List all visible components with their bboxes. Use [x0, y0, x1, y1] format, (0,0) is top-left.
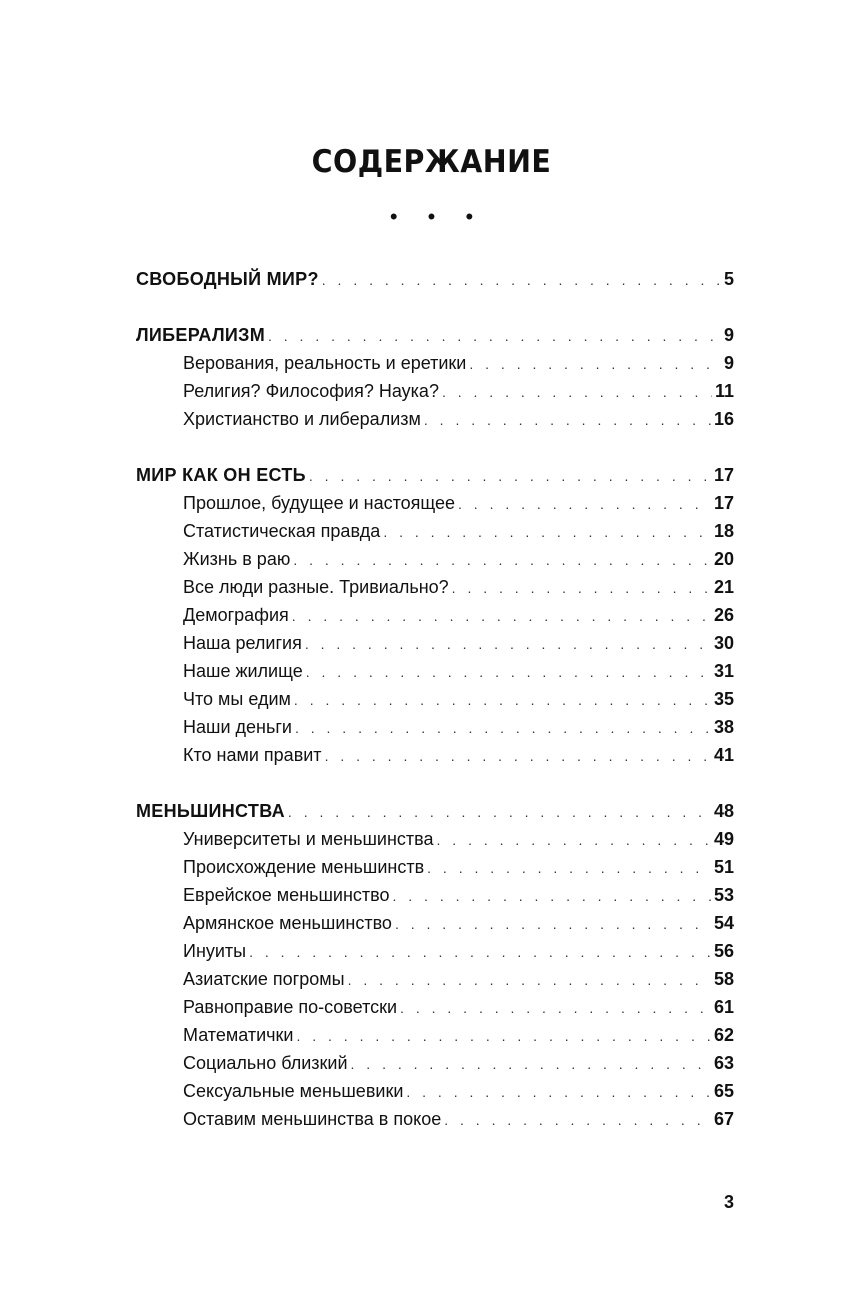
toc-page-number: 61	[713, 997, 734, 1017]
toc-entry-title: Жизнь в раю	[183, 549, 291, 569]
dot-leader	[294, 686, 711, 714]
toc-subsection-row	[136, 881, 734, 909]
toc-subsection-row	[136, 545, 734, 573]
dot-leader	[437, 826, 711, 854]
toc-entry-title: Все люди разные. Тривиально?	[183, 577, 449, 597]
toc-entry-title: Христианство и либерализм	[183, 409, 421, 429]
toc-page-number: 56	[713, 941, 734, 961]
toc-subsection-row	[136, 909, 734, 937]
dot-leader	[306, 658, 711, 686]
toc-page-number: 54	[713, 913, 734, 933]
dot-leader	[406, 1078, 711, 1106]
toc-entry-title: Университеты и меньшинства	[183, 829, 434, 849]
toc-subsection-row	[136, 685, 734, 713]
toc-page-number: 31	[713, 661, 734, 681]
toc-entry-title: МИР КАК ОН ЕСТЬ	[136, 465, 306, 485]
toc-subsection-row	[136, 377, 734, 405]
toc-section	[136, 321, 734, 433]
toc-chapter-row	[136, 265, 734, 293]
dot-leader	[249, 938, 711, 966]
toc-entry-title: Азиатские погромы	[183, 969, 345, 989]
toc-subsection-row	[136, 489, 734, 517]
toc-subsection-row	[136, 713, 734, 741]
toc-page-number: 26	[713, 605, 734, 625]
toc-page-number: 9	[723, 325, 734, 345]
toc-page-number: 17	[713, 493, 734, 513]
toc-page-number: 48	[713, 801, 734, 821]
toc-entry-title: Религия? Философия? Наука?	[183, 381, 439, 401]
toc-page-number: 67	[713, 1109, 734, 1129]
toc-entry-title: Наша религия	[183, 633, 302, 653]
toc-page-number: 16	[713, 409, 734, 429]
dot-leader	[325, 742, 711, 770]
dot-leader	[268, 322, 721, 350]
toc-entry-title: Кто нами правит	[183, 745, 322, 765]
toc-page-number: 17	[713, 465, 734, 485]
ornament-dots: • • •	[389, 204, 486, 229]
dot-leader	[288, 798, 711, 826]
toc-entry-title: Наши деньги	[183, 717, 292, 737]
toc-page-number: 41	[713, 745, 734, 765]
dot-leader	[400, 994, 711, 1022]
toc-entry-title: Сексуальные меньшевики	[183, 1081, 404, 1101]
dot-leader	[293, 546, 711, 574]
toc-entry-title: Армянское меньшинство	[183, 913, 392, 933]
toc-subsection-row	[136, 573, 734, 601]
toc-subsection-row	[136, 825, 734, 853]
toc-page-number: 53	[713, 885, 734, 905]
toc-subsection-row	[136, 1105, 734, 1133]
toc-entry-title: СВОБОДНЫЙ МИР?	[136, 269, 319, 289]
toc-page-number: 18	[713, 521, 734, 541]
toc-section	[136, 461, 734, 769]
toc-page-number: 58	[713, 969, 734, 989]
dot-leader	[383, 518, 711, 546]
toc-section	[136, 797, 734, 1133]
toc-subsection-row	[136, 993, 734, 1021]
toc-page-number: 5	[723, 269, 734, 289]
page-number: 3	[723, 1192, 734, 1212]
toc-page-number: 35	[713, 689, 734, 709]
toc-subsection-row	[136, 1049, 734, 1077]
dot-leader	[427, 854, 711, 882]
toc-chapter-row	[136, 797, 734, 825]
toc-entry-title: Еврейское меньшинство	[183, 885, 390, 905]
toc-subsection-row	[136, 601, 734, 629]
toc-entry-title: Оставим меньшинства в покое	[183, 1109, 442, 1129]
toc-entry-title: ЛИБЕРАЛИЗМ	[136, 325, 265, 345]
toc-entry-title: Наше жилище	[183, 661, 303, 681]
toc-entry-title: Что мы едим	[183, 689, 291, 709]
toc-page-number: 30	[713, 633, 734, 653]
toc-page-number: 63	[713, 1053, 734, 1073]
toc-subsection-row	[136, 1021, 734, 1049]
toc-page-number: 51	[713, 857, 734, 877]
toc-subsection-row	[136, 517, 734, 545]
toc-page-number: 21	[713, 577, 734, 597]
toc-entry-title: Математички	[183, 1025, 294, 1045]
toc-subsection-row	[136, 1077, 734, 1105]
toc-subsection-row	[136, 629, 734, 657]
dot-leader	[458, 490, 711, 518]
dot-leader	[424, 406, 711, 434]
toc-entry-title: Инуиты	[183, 941, 247, 961]
toc-page-number: 20	[713, 549, 734, 569]
toc-page-number: 11	[714, 381, 734, 401]
dot-leader	[296, 1022, 711, 1050]
dot-leader	[351, 1050, 711, 1078]
toc-entry-title: Демография	[183, 605, 289, 625]
page-title: СОДЕРЖАНИЕ	[311, 144, 552, 180]
toc-chapter-row	[136, 461, 734, 489]
toc-subsection-row	[136, 965, 734, 993]
toc-entry-title: Происхождение меньшинств	[183, 857, 425, 877]
toc-entry-title: МЕНЬШИНСТВА	[136, 801, 285, 821]
toc-page-number: 62	[713, 1025, 734, 1045]
dot-leader	[305, 630, 711, 658]
toc-entry-title: Равноправие по-советски	[183, 997, 398, 1017]
dot-leader	[442, 378, 712, 406]
table-of-contents	[136, 265, 734, 1161]
toc-subsection-row	[136, 657, 734, 685]
toc-page-number: 9	[723, 353, 734, 373]
toc-page-number: 38	[713, 717, 734, 737]
dot-leader	[444, 1106, 711, 1134]
toc-section	[136, 265, 734, 293]
toc-subsection-row	[136, 405, 734, 433]
toc-chapter-row	[136, 321, 734, 349]
dot-leader	[395, 910, 711, 938]
toc-entry-title: Верования, реальность и еретики	[183, 353, 467, 373]
toc-subsection-row	[136, 937, 734, 965]
dot-leader	[322, 266, 721, 294]
dot-leader	[469, 350, 721, 378]
toc-entry-title: Социально близкий	[183, 1053, 348, 1073]
toc-subsection-row	[136, 741, 734, 769]
toc-page-number: 65	[713, 1081, 734, 1101]
toc-page-number: 49	[713, 829, 734, 849]
dot-leader	[292, 602, 711, 630]
toc-entry-title: Прошлое, будущее и настоящее	[183, 493, 456, 513]
dot-leader	[452, 574, 711, 602]
dot-leader	[295, 714, 711, 742]
toc-entry-title: Статистическая правда	[183, 521, 381, 541]
dot-leader	[309, 462, 711, 490]
toc-subsection-row	[136, 853, 734, 881]
dot-leader	[348, 966, 711, 994]
dot-leader	[393, 882, 711, 910]
toc-subsection-row	[136, 349, 734, 377]
